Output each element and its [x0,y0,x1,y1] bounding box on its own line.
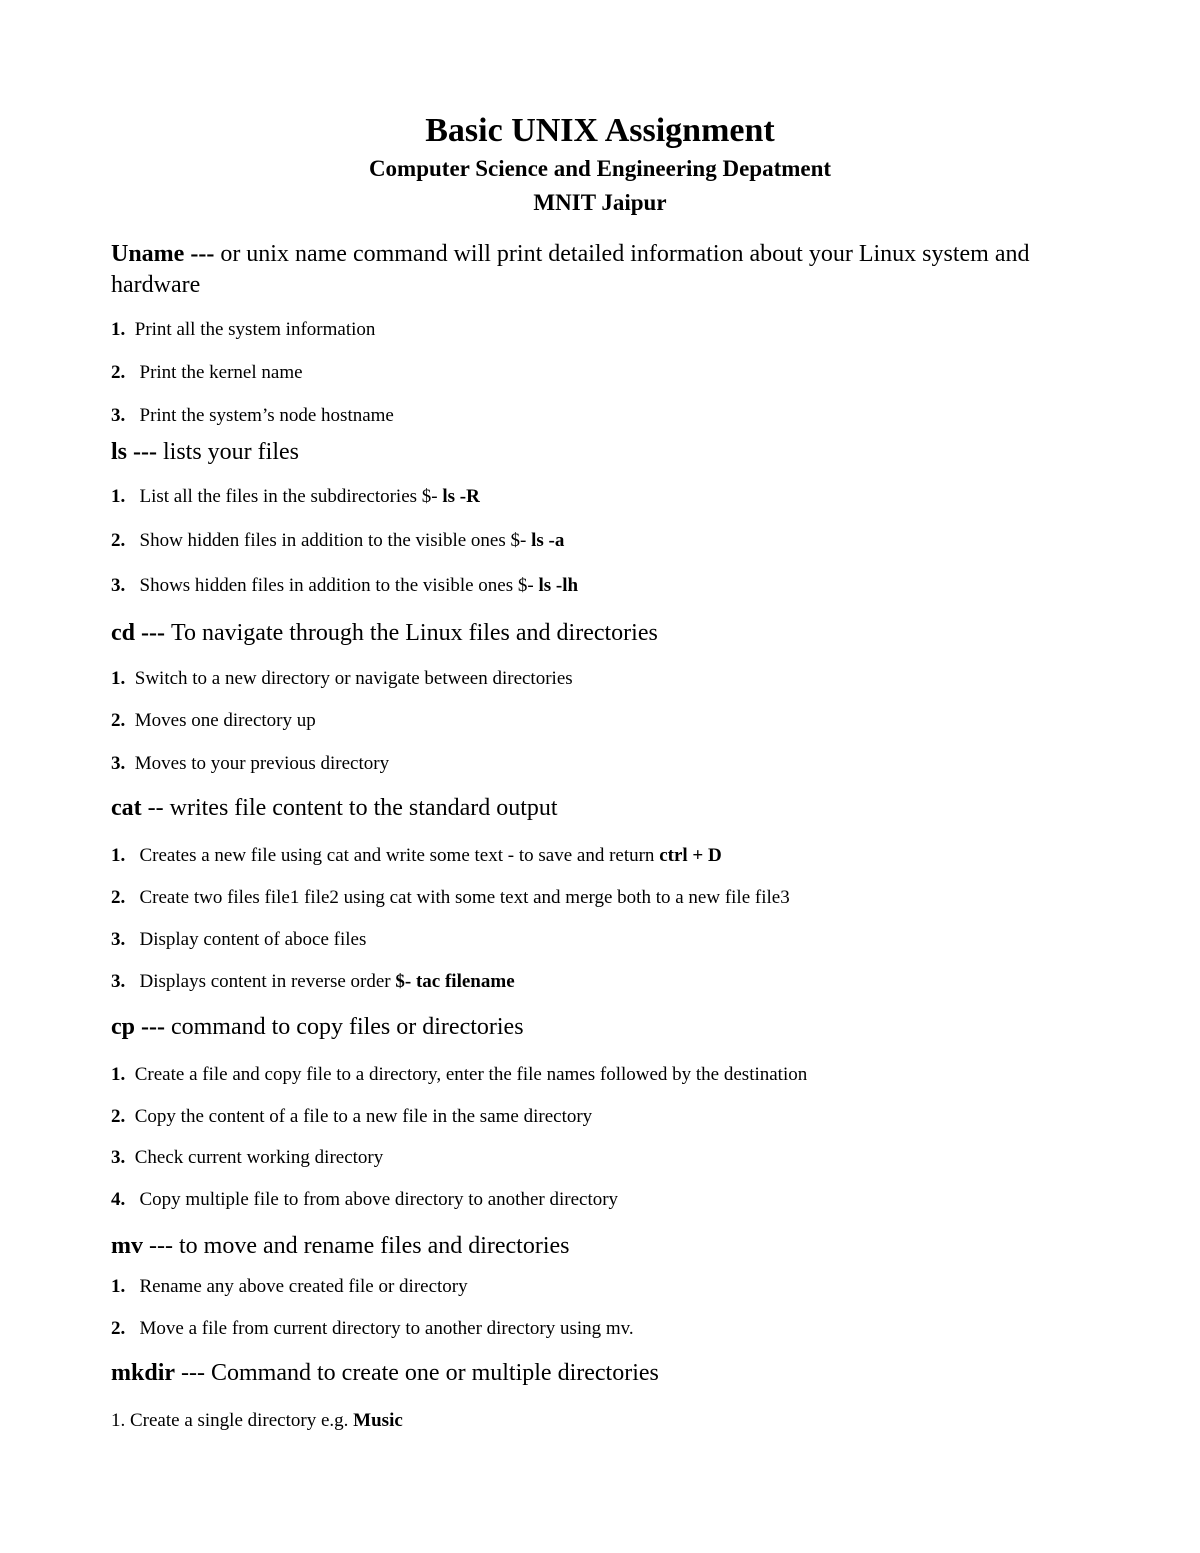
item-number: 2. [111,887,126,908]
list-item [111,485,480,509]
list-item [111,361,303,385]
item-text: Rename any above created file or directory [139,1276,468,1297]
list-item [111,529,564,553]
item-number: 2. [111,710,126,731]
item-number: 3. [111,1147,126,1168]
item-text: Create two files file1 file2 using cat with some text and merge both to a new file file3 [139,887,790,908]
command-description: command to copy files or directories [170,1014,524,1040]
list-item [111,1188,618,1212]
item-text: Switch to a new directory or navigate between directories [134,668,573,689]
item-number: 1. [111,845,126,866]
command-name: mkdir [111,1360,176,1386]
command-description: lists your files [163,439,299,465]
item-text: Display content of aboce files [139,929,367,950]
item-number: 1. [111,319,126,340]
item-number: 1. [111,668,126,689]
item-number: 1. [111,1276,126,1297]
separator: --- [135,1014,171,1040]
section-heading-cp [111,1012,524,1043]
item-text: Shows hidden files in addition to the visible ones $- [139,575,539,596]
command-name: ls [111,439,128,465]
list-item [111,1317,634,1341]
section-heading-cat [111,793,558,824]
item-text: Show hidden files in addition to the visible ones $- [139,530,532,551]
item-number: 3. [111,405,126,426]
item-number: 1. [111,1064,126,1085]
item-text: Moves to your previous directory [134,753,390,774]
list-item [111,574,578,598]
item-number: 1. [111,1410,126,1431]
item-text: Print the system’s node hostname [139,405,394,426]
list-item [111,1409,403,1433]
separator: --- [184,241,221,267]
list-item [111,709,316,733]
item-text: Creates a new file using cat and write some text - to save and return [139,845,660,866]
command-description: To navigate through the Linux files and directories [170,620,658,646]
item-text: Print the kernel name [139,362,303,383]
item-number: 3. [111,929,126,950]
list-item [111,1275,468,1299]
list-item [111,1146,383,1170]
item-text: List all the files in the subdirectories $- [139,486,443,507]
command-description: or unix name command will print detailed information about your Linux system and hardware [111,241,1030,298]
list-item [111,667,573,691]
institute-name: MNIT Jaipur [533,190,667,215]
item-number: 1. [111,486,126,507]
item-text: Displays content in reverse order [139,971,396,992]
separator: --- [143,1233,179,1259]
list-item [111,928,366,952]
list-item [111,752,389,776]
item-number: 4. [111,1189,126,1210]
department-name: Computer Science and Engineering Depatment [368,156,832,181]
command-example: $- tac filename [395,971,515,992]
item-number: 2. [111,362,126,383]
command-description: writes file content to the standard output [169,795,558,821]
list-item [111,318,375,342]
item-text: Copy multiple file to from above directory to another directory [139,1189,619,1210]
item-text: Print all the system information [134,319,376,340]
item-text: Create a file and copy file to a directory, enter the file names followed by the destination [134,1064,808,1085]
separator: --- [175,1360,211,1386]
item-text: Move a file from current directory to another directory using mv. [139,1318,634,1339]
section-heading-mkdir [111,1358,659,1389]
list-item [111,1105,592,1129]
item-number: 3. [111,753,126,774]
separator: --- [135,620,171,646]
command-name: cp [111,1014,135,1040]
section-heading-cd [111,618,658,649]
command-description: to move and rename files and directories [178,1233,570,1259]
command-example: ls -R [442,486,480,507]
item-text: Create a single directory e.g. [130,1410,354,1431]
list-item [111,404,394,428]
command-name: cd [111,620,135,646]
list-item [111,844,722,868]
command-description: Command to create one or multiple directories [211,1360,659,1386]
document-title: Basic UNIX Assignment [425,112,775,149]
section-heading-ls [111,437,299,468]
item-text: Copy the content of a file to a new file in the same directory [134,1106,593,1127]
item-number: 2. [111,1106,126,1127]
separator: -- [141,795,170,821]
item-text: Check current working directory [134,1147,384,1168]
separator: --- [127,439,163,465]
section-heading-uname [111,239,1051,301]
command-example: ctrl + D [659,845,722,866]
item-text: Moves one directory up [134,710,316,731]
command-name: cat [111,795,142,821]
command-example: ls -lh [538,575,579,596]
command-name: Uname [111,241,185,267]
item-number: 3. [111,971,126,992]
list-item [111,970,515,994]
item-number: 3. [111,575,126,596]
list-item [111,1063,807,1087]
command-example: Music [353,1410,403,1431]
section-heading-mv [111,1231,570,1262]
list-item [111,886,790,910]
command-example: ls -a [531,530,565,551]
item-number: 2. [111,530,126,551]
item-number: 2. [111,1318,126,1339]
command-name: mv [111,1233,143,1259]
